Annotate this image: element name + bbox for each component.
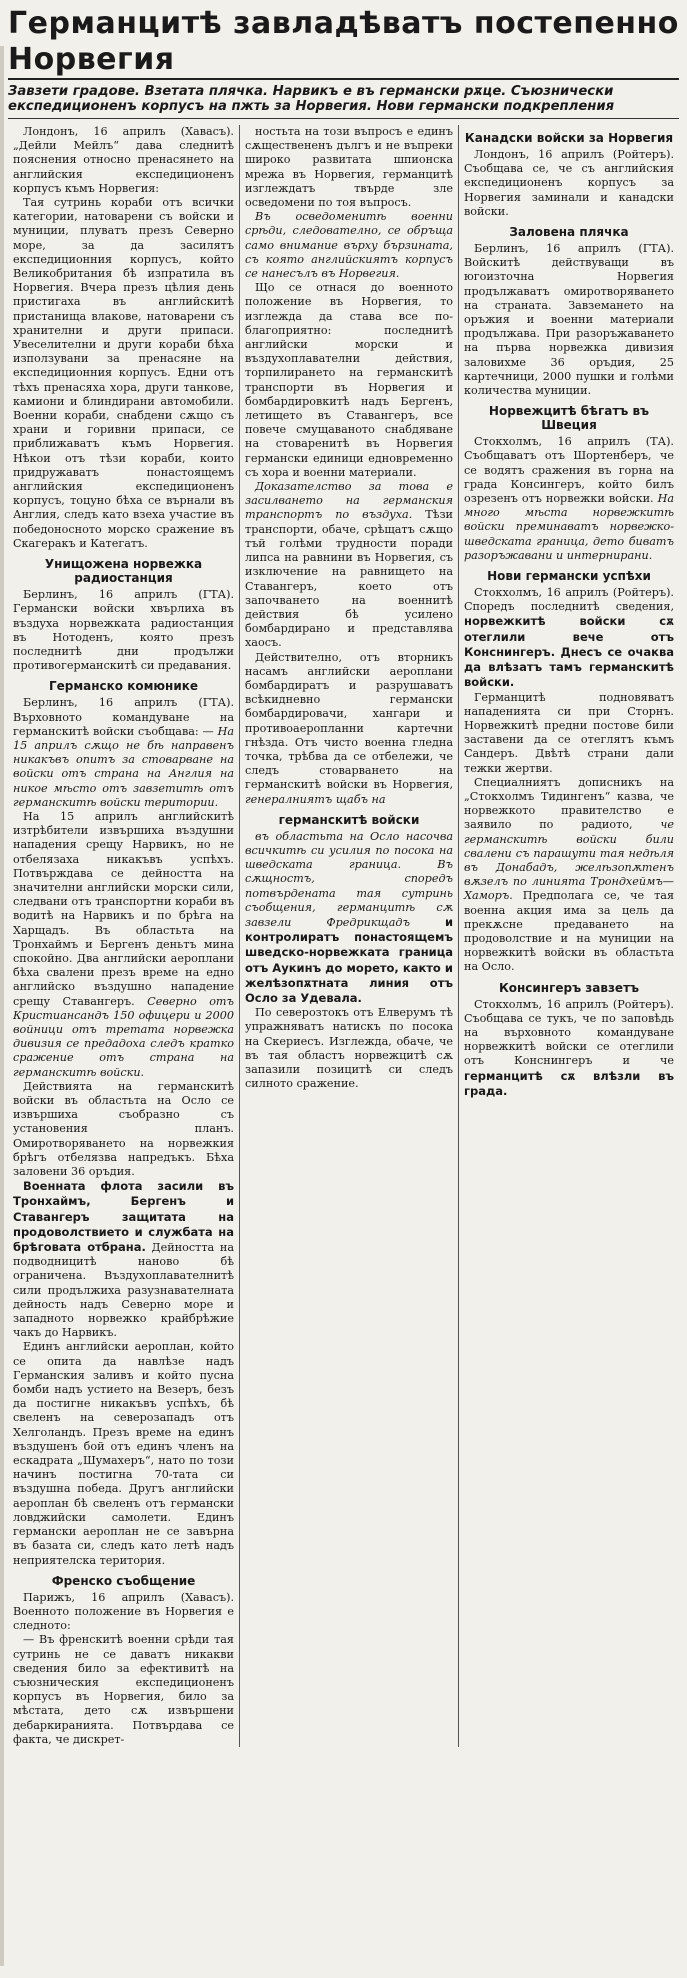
paragraph: Що се отнася до военното положение въ Норвегия, то изглежда да става все по-благоприятно: последнитѣ английски морски и въздухоплавателни действия, торпилирането на германскитѣ транспорти въ Норвегия и бомбардировкитѣ надъ Бергенъ, летището въ Ставангеръ, все повече смущаваното снабдяване на стоваренитѣ въ Норвегия германски единици едновременно съ хора и военни материали. [245, 281, 453, 479]
scan-edge [0, 46, 4, 1966]
headline: Германцитѣ завладѣватъ постепенно Норвегия [8, 6, 679, 80]
paragraph: Берлинъ, 16 априлъ (ГТА). Германски войски хвърлиха въ въздуха норвежката радиостанция въ Нотоденъ, която презъ последнитѣ дни продължи противогерманскитѣ си предавания. [13, 588, 234, 673]
column-2 [240, 125, 459, 1747]
paragraph [245, 830, 453, 1006]
paragraph: Тая сутринь кораби отъ всички категории, натоварени съ войски и муниции, плуватъ презъ Северно море, за да засилятъ експедиционния корпусъ, който Великобритания бѣ изпратила въ Норвегия. Вчера презъ цѣлия день пристигахa въ английскитѣ пристанища влакове, натоварени съ хранителни и други припаси. Увеселителни и други кораби бѣха използувани за пренасяне на експедиционния корпусъ. Едни отъ тѣхъ пренасяха хора, други танкове, камиони и блиндирани автомобили. Военни кораби, снабдени сѫщо съ храни и горивни припаси, се приближаватъ къмъ Норвегия. Нѣкои отъ тѣзи кораби, които придружаватъ понастоящемъ английския експедиционенъ корпусъ, тоцуно бѣха се върнали въ Англия, следъ като взеха участие въ победоносното морско сражение въ Скагеракъ и Категатъ. [13, 196, 234, 550]
text-span: Стокхолмъ, 16 априлъ (Ройтеръ). Съобщава се тукъ, че по заповѣдь на върховното командуване норвежкитѣ войски се отеглили отъ Конснингеръ и че [464, 997, 674, 1068]
paragraph: Германцитѣ подновяватъ нападенията си при Сторнъ. Норвежкитѣ предни постове били заставени да се отеглятъ къмъ Сандеръ. Двѣтѣ страни дали тежки жертви. [464, 690, 674, 775]
paragraph: Лондонъ, 16 априлъ (Хавасъ). „Дейли Мейлъ“ дава следнитѣ пояснения относно пренасянето на английския експедиционенъ корпусъ къмъ Норвегия: [13, 125, 234, 195]
bold-text: и контролиратъ понастоящемъ шведско-норвежката граница отъ Аукинъ до морето, както и желѣзопѫтната линия отъ Осло за Удевала. [245, 914, 453, 1005]
paragraph [245, 480, 453, 650]
paragraph [13, 696, 234, 810]
text-span: Берлинъ, 16 априлъ (ГТА). Върховното командуване на германскитѣ войски съобщава: — [13, 696, 234, 738]
paragraph: По северозтокъ отъ Елверумъ тѣ упражняватъ натискъ по посока на Скериесъ. Изглежда, обаче, че въ тая областъ норвежцитѣ сѫ запазили позицитѣ си следъ силното сражение. [245, 1006, 453, 1091]
italic-text: генералниятъ щабъ на [245, 792, 386, 806]
italic-text: Доказателство за това е засилването на германския транспортъ по въздуха. [245, 480, 453, 522]
paragraph: Берлинъ, 16 априлъ (ГТА). Войскитѣ действуващи въ югоизточна Норвегия продължаватъ омиротворяването на страната. Завземането на оръжия и военни материали продължава. При разоръжаването на първа норвежка дивизия заловихме 36 оръдия, 25 картечници, 2000 пушки и голѣми количества муниции. [464, 242, 674, 398]
italic-text: На много мѣста норвежкитѣ войски преминаватъ норвежко-шведската граница, дето биватъ разоръжавани и интернирани. [464, 492, 674, 562]
text-span: Стокхолмъ, 16 априлъ (Ройтеръ). Споредъ последнитѣ сведения, [464, 586, 674, 614]
column-3 [459, 125, 679, 1747]
italic-text: въ областьта на Осло насочва всичкитѣ си усилия по посока на шведската граница. Въ сѫщностъ, споредъ потвърдената тая сутринь съобщения, германцитѣ сѫ завзели Фредрикщадъ [245, 829, 453, 929]
italic-text: че германскитѣ войски били свалени съ парашути тая недѣля въ Донабадъ, желѣзопѫтенъ вѫзелъ по линията Трондхеймъ—Хаморъ. [464, 818, 674, 903]
paragraph: Лондонъ, 16 априлъ (Ройтеръ). Съобщава се, че съ английския експедиционенъ корпусъ за Норвегия заминали и канадски войски. [464, 148, 674, 218]
section-heading: Унищожена норвежка радиостанция [44, 557, 203, 586]
bold-text: норвежкитѣ войски сѫ отеглили вече отъ Конснингеръ. Днесъ се очаква да влѣзатъ тамъ германскитѣ войски. [464, 614, 674, 690]
text-span: На 15 априлъ английскитѣ изтрѣбители извършиха въздушни нападения срещу Нарвикъ, но не отбелязаха никакъвъ успѣхъ. Потвърждава се дейността на значителни английски морски сили, следвани отъ транспортни кораби въ водитѣ на Нарвикъ и по брѣга на Харщадъ. Въ областьта на Тронхаймъ и Бергенъ деньтъ мина спокойно. Два английски аероплани бѣха свалени презъ време на едно английско въздушно нападение срещу Ставангеръ. [13, 809, 234, 1008]
paragraph [13, 810, 234, 1080]
text-span: Специалниятъ дописникъ на „Стокхолмъ Тидингенъ“ казва, че норвежкото правителство е заявило по радиото, [464, 775, 674, 832]
article-columns [8, 125, 679, 1747]
paragraph: ностьта на този въпросъ е единъ сѫществененъ дългъ и не въпреки широко развитата шпионска мрежа въ Норвегия, германцитѣ изглеждатъ твърде зле осведомени по тоя въпросъ. [245, 125, 453, 210]
bold-text: Военната флота засили въ Тронхаймъ, Бергенъ и Ставангеръ защитата на продоволствието и службата на брѣговата отбрана. [13, 1179, 234, 1255]
subheadline: Завзети градове. Взетата плячка. Нарвикъ е въ германски рѫце. Съюзнически експедиционенъ корпусъ на пжть за Норвегия. Нови германски подкрепления [8, 84, 679, 119]
paragraph: Парижъ, 16 априлъ (Хавасъ). Военното положение въ Норвегия е следното: [13, 1590, 234, 1633]
section-heading: Нови германски успѣхи [487, 569, 651, 584]
section-heading: Заловена плячка [509, 225, 629, 240]
text-span: Дейността на подводницитѣ наново бѣ ограничена. Въздухоплавателнитѣ сили продължиха разузнавателната дейность надъ Северно море и западното норвежко крайбрѣжие чакъ до Нарвикъ. [13, 1241, 235, 1340]
paragraph [245, 651, 453, 807]
section-heading: германскитѣ войски [278, 812, 420, 827]
italic-paragraph: Въ осведоменитѣ военни срѣди, следователно, се обръща само внимание върху бързината, съ която английскиятъ корпусъ се нанесълъ въ Норвегия. [245, 210, 453, 281]
paragraph [464, 998, 674, 1099]
text-span: Стокхолмъ, 16 априлъ (ТА). Съобщаватъ отъ Шортенберъ, че се водятъ сражения въ горна на града Консингеръ, който билъ озрезенъ отъ норвежки войски. [464, 435, 674, 506]
paragraph [464, 586, 674, 690]
text-span: Тѣзи транспорти, обаче, срѣщатъ сѫщо тъй голѣми трудности поради липса на равнини въ Норвегия, съ изключение на равнището на Ставангеръ, което отъ започването на военнитѣ действия бѣ усилено бомбардирано и представлява хаосъ. [245, 508, 453, 650]
paragraph [464, 435, 674, 563]
section-heading: Консингеръ завзетъ [498, 980, 640, 995]
paragraph: — Въ френскитѣ военни срѣди тая сутринь не се даватъ никакви сведения било за ефективитѣ на съюзническия експедиционенъ корпусъ въ Норвегия, било за мѣстата, дето сѫ извършени дебаркиранията. Потвърдава се факта, че дискрет- [13, 1633, 234, 1746]
paragraph: Действията на германскитѣ войски въ областьта на Осло се извършиха съобразно съ установения планъ. Омиротворяването на норвежкия брѣгъ отбелязва напредъкъ. Бѣха заловени 36 оръдия. [13, 1079, 234, 1179]
section-heading: Германско комюнике [48, 679, 199, 694]
section-heading: Френско съобщение [51, 1573, 196, 1588]
paragraph [464, 776, 674, 975]
italic-text: Северно отъ Кристиансандъ 150 офицери и 2000 войници отъ третата норвежка дивизия се предадоха следъ кратко сражение отъ страна на германскитѣ войски. [13, 994, 234, 1079]
text-span: Предполага се, че тая военна акция има за цель да прекѫсне предаването на продоволствие и на муниции на норвежкитѣ войски въ областьта на Осло. [464, 889, 674, 974]
column-1 [8, 125, 240, 1747]
section-heading: Норвежцитѣ бѣгатъ въ Швеция [488, 404, 650, 433]
bold-text: германцитѣ сѫ влѣзли въ града. [464, 1068, 674, 1098]
italic-text: На 15 априлъ сѫщо не бѣ направенъ никакъвъ опитъ за стоварване на войски отъ страна на Англия на никое мѣсто отъ завзетитѣ отъ германскитѣ войски територии. [13, 724, 234, 809]
text-span: Действително, отъ вторникъ насамъ английски аероплани бомбардиратъ и разрушаватъ всѣкидневно германски бомбардировачи, хангари и противоаеропланни картечни гнѣзда. Отъ чисто военна гледна точка, трѣбва да се отбележи, че следъ стоварването на германскитѣ войски въ Норвегия, [245, 650, 453, 792]
newspaper-page [8, 6, 679, 1966]
section-heading: Канадски войски за Норвегия [464, 131, 674, 145]
paragraph: Единъ английски аероплан, който се опита да навлѣзе надъ Германския заливъ и който пусна бомби надъ устието на Везеръ, безъ да постигне никакъвъ успѣхъ, бѣ свеленъ на северозападъ отъ Хелголандъ. Презъ време на единъ въздушенъ бой отъ единъ членъ на ескадрата „Шумахеръ“, нато по този начинъ постигна 70-тата си въздушна победа. Другъ английски аероплан бѣ свеленъ отъ германски ловджийски самолети. Единъ германски аероплан не се завърна въ базата си, следъ като летѣ надъ неприятелска територия. [13, 1340, 234, 1567]
paragraph [13, 1179, 234, 1340]
